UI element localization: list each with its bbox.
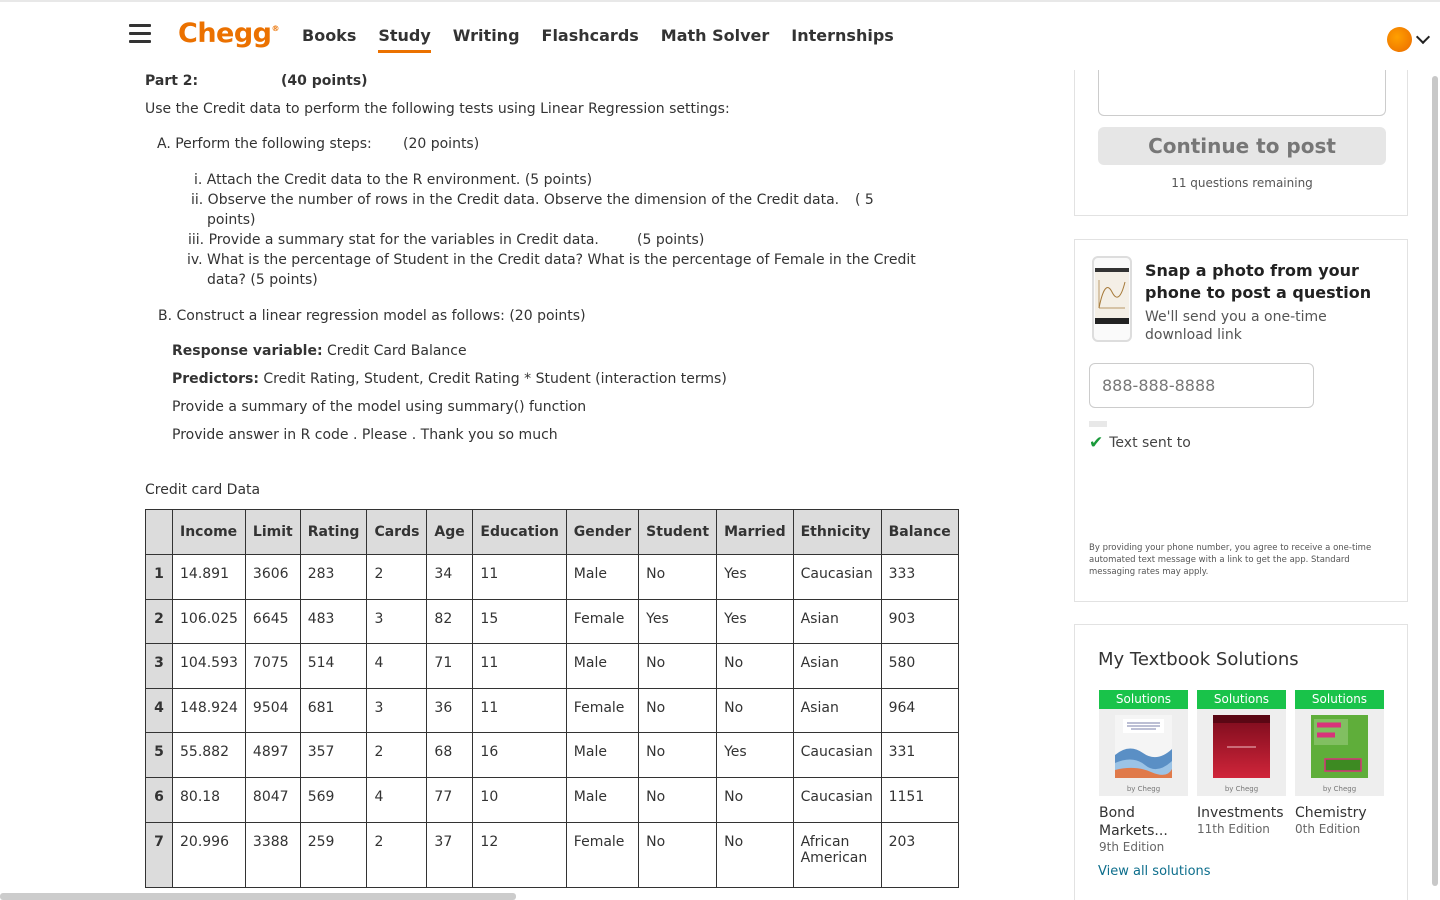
- table-cell: 1151: [881, 777, 958, 822]
- part-label: Part 2:: [145, 73, 199, 89]
- table-cell: 203: [881, 822, 958, 887]
- textbook-card-investments[interactable]: [1197, 690, 1286, 836]
- table-cell: 2: [367, 555, 427, 600]
- table-row: [146, 599, 959, 644]
- table-cell: 37: [427, 822, 473, 887]
- step-a-ii-points: ( 5: [855, 192, 874, 208]
- step-a-iv-cont: data? (5 points): [207, 272, 318, 288]
- table-cell: Male: [566, 733, 638, 778]
- row-index: 1: [146, 555, 173, 600]
- row-index: 5: [146, 733, 173, 778]
- chemistry-cover-icon: [1311, 715, 1368, 778]
- table-cell: No: [717, 822, 794, 887]
- predictors: Predictors: Credit Rating, Student, Credit Rating * Student (interaction terms): [172, 371, 727, 387]
- header-cell: Age: [427, 510, 473, 555]
- table-cell: Female: [566, 688, 638, 733]
- table-cell: 3606: [245, 555, 300, 600]
- header-cell: Married: [717, 510, 794, 555]
- solutions-badge: Solutions: [1295, 690, 1384, 709]
- table-cell: 82: [427, 599, 473, 644]
- table-cell: Yes: [717, 555, 794, 600]
- menu-icon[interactable]: [129, 24, 151, 44]
- table-cell: 11: [473, 688, 566, 733]
- table-cell: 681: [300, 688, 367, 733]
- table-cell: No: [717, 777, 794, 822]
- vertical-scrollbar[interactable]: [1429, 70, 1440, 900]
- table-cell: 80.18: [173, 777, 246, 822]
- phone-screen: [1095, 268, 1129, 324]
- book-edition: 11th Edition: [1197, 822, 1270, 836]
- nav-links: [302, 26, 916, 51]
- nav-link-math-solver[interactable]: Math Solver: [660, 26, 770, 45]
- solutions-badge: Solutions: [1197, 690, 1286, 709]
- table-cell: 14.891: [173, 555, 246, 600]
- nav-link-study[interactable]: Study: [378, 26, 430, 51]
- step-a-ii-cont: points): [207, 212, 256, 228]
- table-cell: 71: [427, 644, 473, 689]
- header-cell: Rating: [300, 510, 367, 555]
- avatar[interactable]: [1387, 27, 1412, 52]
- chegg-logo[interactable]: Chegg®: [178, 18, 280, 49]
- row-index: 6: [146, 777, 173, 822]
- text-sent-label: Text sent to: [1109, 435, 1191, 451]
- step-a-iii-points: (5 points): [637, 232, 705, 248]
- step-a-iv: iv. What is the percentage of Student in the Credit data? What is the percentage of Female in the Credit: [187, 252, 916, 268]
- view-all-solutions-link[interactable]: View all solutions: [1098, 864, 1211, 879]
- table-cell: 964: [881, 688, 958, 733]
- step-a-ii: ii. Observe the number of rows in the Credit data. Observe the dimension of the Credit data.: [191, 192, 840, 208]
- table-cell: 903: [881, 599, 958, 644]
- table-cell: No: [639, 644, 717, 689]
- snap-photo-panel: [1074, 239, 1408, 602]
- phone-illustration: [1092, 256, 1132, 342]
- table-row: [146, 733, 959, 778]
- table-title: Credit card Data: [145, 482, 261, 498]
- header-cell: Balance: [881, 510, 958, 555]
- header-cell: Limit: [245, 510, 300, 555]
- checkmark-icon: ✔: [1089, 433, 1104, 453]
- table-cell: 483: [300, 599, 367, 644]
- table-cell: 357: [300, 733, 367, 778]
- table-row: [146, 822, 959, 887]
- snap-title: Snap a photo from your phone to post a question: [1145, 261, 1372, 302]
- table-cell: No: [717, 688, 794, 733]
- text-sent-status: [1089, 433, 1191, 453]
- table-cell: Male: [566, 644, 638, 689]
- table-cell: 333: [881, 555, 958, 600]
- row-index: 2: [146, 599, 173, 644]
- table-cell: 3: [367, 688, 427, 733]
- table-cell: No: [639, 733, 717, 778]
- sms-disclaimer: By providing your phone number, you agree to receive a one-time automated text message with a link to get the app. Standard messaging rates may apply.: [1089, 543, 1372, 577]
- table-cell: 55.882: [173, 733, 246, 778]
- table-cell: No: [717, 644, 794, 689]
- table-cell: African American: [793, 822, 881, 887]
- nav-link-books[interactable]: Books: [302, 26, 357, 45]
- table-cell: 331: [881, 733, 958, 778]
- row-index: 3: [146, 644, 173, 689]
- table-cell: 8047: [245, 777, 300, 822]
- table-cell: 2: [367, 822, 427, 887]
- intro-text: Use the Credit data to perform the following tests using Linear Regression settings:: [145, 101, 730, 117]
- questions-remaining: 11 questions remaining: [1171, 176, 1313, 190]
- continue-to-post-button[interactable]: Continue to post: [1098, 127, 1386, 165]
- book-edition: 0th Edition: [1295, 822, 1361, 836]
- horizontal-scrollbar[interactable]: [0, 893, 516, 900]
- table-cell: 569: [300, 777, 367, 822]
- table-cell: Yes: [639, 599, 717, 644]
- table-cell: 4: [367, 777, 427, 822]
- book-cover-card[interactable]: [1099, 709, 1188, 796]
- top-nav: [0, 0, 1440, 70]
- table-cell: 3: [367, 599, 427, 644]
- table-cell: 68: [427, 733, 473, 778]
- table-cell: 283: [300, 555, 367, 600]
- answer-instruction: Provide answer in R code . Please . Thank you so much: [172, 427, 558, 443]
- table-row: [146, 555, 959, 600]
- table-cell: No: [639, 688, 717, 733]
- account-menu[interactable]: [1387, 27, 1428, 52]
- book-title[interactable]: Bond Markets...: [1099, 805, 1168, 839]
- response-variable: Response variable: Credit Card Balance: [172, 343, 467, 359]
- credit-data-table: [145, 509, 959, 888]
- table-cell: 148.924: [173, 688, 246, 733]
- table-cell: 4897: [245, 733, 300, 778]
- book-title[interactable]: Chemistry: [1295, 805, 1367, 821]
- scrollbar-thumb[interactable]: [1432, 76, 1438, 886]
- step-a-i: i. Attach the Credit data to the R environment. (5 points): [194, 172, 593, 188]
- table-row: [146, 644, 959, 689]
- by-chegg-label: by Chegg: [1224, 785, 1259, 793]
- row-index: 7: [146, 822, 173, 887]
- table-cell: Asian: [793, 644, 881, 689]
- snap-subtitle: We'll send you a one-time download link: [1145, 309, 1327, 343]
- by-chegg-label: by Chegg: [1322, 785, 1357, 793]
- table-cell: 4: [367, 644, 427, 689]
- table-cell: 514: [300, 644, 367, 689]
- table-cell: Female: [566, 822, 638, 887]
- investments-cover-icon: [1213, 715, 1270, 778]
- part-points: (40 points): [281, 73, 368, 89]
- step-a-iii: iii. Provide a summary stat for the variables in Credit data.: [188, 232, 599, 248]
- graph-sketch-icon: [1095, 272, 1129, 318]
- table-cell: Female: [566, 599, 638, 644]
- table-cell: 10: [473, 777, 566, 822]
- table-cell: Caucasian: [793, 555, 881, 600]
- table-cell: Caucasian: [793, 777, 881, 822]
- header-cell: Student: [639, 510, 717, 555]
- nav-link-flashcards[interactable]: Flashcards: [541, 26, 639, 45]
- table-cell: Male: [566, 555, 638, 600]
- step-a-points: (20 points): [403, 136, 480, 152]
- table-cell: Male: [566, 777, 638, 822]
- table-cell: 3388: [245, 822, 300, 887]
- row-index: 4: [146, 688, 173, 733]
- book-title[interactable]: Investments: [1197, 805, 1284, 821]
- question-textarea[interactable]: [1098, 70, 1386, 116]
- table-cell: Yes: [717, 599, 794, 644]
- table-cell: 106.025: [173, 599, 246, 644]
- table-cell: 16: [473, 733, 566, 778]
- by-chegg-label: by Chegg: [1126, 785, 1161, 793]
- bond-markets-cover-icon: [1115, 715, 1172, 778]
- table-cell: No: [639, 822, 717, 887]
- table-cell: No: [639, 777, 717, 822]
- table-cell: 34: [427, 555, 473, 600]
- textbook-solutions-panel: [1074, 624, 1408, 900]
- book-cover-card[interactable]: [1295, 709, 1384, 796]
- table-cell: 104.593: [173, 644, 246, 689]
- header-index: [146, 510, 173, 555]
- table-row: [146, 688, 959, 733]
- table-cell: Asian: [793, 688, 881, 733]
- book-cover-card[interactable]: [1197, 709, 1286, 796]
- header-cell: Education: [473, 510, 566, 555]
- post-question-panel: [1074, 70, 1408, 216]
- table-header-row: [146, 510, 959, 555]
- table-cell: 11: [473, 644, 566, 689]
- table-cell: 77: [427, 777, 473, 822]
- textbook-solutions-title: My Textbook Solutions: [1098, 649, 1299, 670]
- chevron-down-icon[interactable]: [1416, 30, 1430, 44]
- table-cell: 15: [473, 599, 566, 644]
- header-cell: Cards: [367, 510, 427, 555]
- phone-number-input[interactable]: [1089, 363, 1314, 408]
- solutions-badge: Solutions: [1099, 690, 1188, 709]
- header-cell: Income: [173, 510, 246, 555]
- header-cell: Ethnicity: [793, 510, 881, 555]
- table-cell: 9504: [245, 688, 300, 733]
- table-cell: 7075: [245, 644, 300, 689]
- table-cell: 580: [881, 644, 958, 689]
- table-cell: 12: [473, 822, 566, 887]
- table-cell: Yes: [717, 733, 794, 778]
- table-cell: 11: [473, 555, 566, 600]
- table-cell: 36: [427, 688, 473, 733]
- table-row: [146, 777, 959, 822]
- step-a-label: A. Perform the following steps:: [157, 136, 372, 152]
- table-cell: 20.996: [173, 822, 246, 887]
- book-edition: 9th Edition: [1099, 840, 1165, 854]
- divider: [1089, 421, 1107, 427]
- summary-instruction: Provide a summary of the model using summary() function: [172, 399, 587, 415]
- header-cell: Gender: [566, 510, 638, 555]
- table-cell: No: [639, 555, 717, 600]
- step-b-label: B. Construct a linear regression model as follows: (20 points): [158, 308, 586, 324]
- table-cell: 6645: [245, 599, 300, 644]
- textbook-card-bond-markets[interactable]: [1099, 690, 1188, 854]
- nav-link-writing[interactable]: Writing: [452, 26, 520, 45]
- table-cell: 259: [300, 822, 367, 887]
- textbook-card-chemistry[interactable]: [1295, 690, 1384, 836]
- table-cell: Asian: [793, 599, 881, 644]
- table-cell: Caucasian: [793, 733, 881, 778]
- nav-link-internships[interactable]: Internships: [791, 26, 894, 45]
- table-cell: 2: [367, 733, 427, 778]
